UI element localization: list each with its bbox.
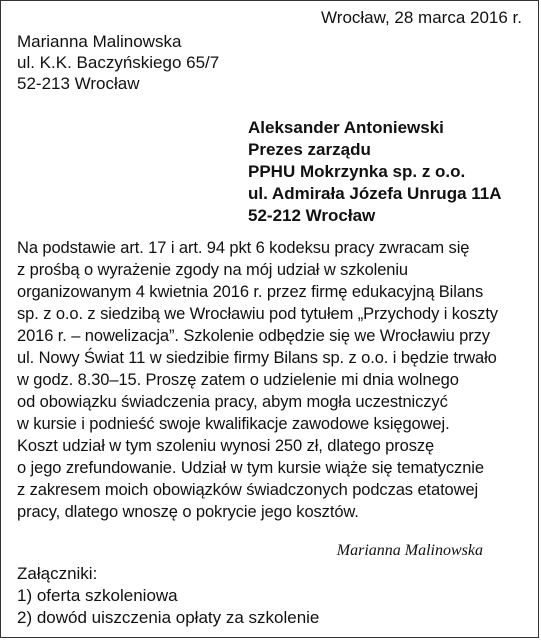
sender-street: ul. K.K. Baczyńskiego 65/7 [17,53,220,72]
body-line: Na podstawie art. 17 i art. 94 pkt 6 kodeksu pracy zwracam się [17,239,470,257]
letter-body [17,237,498,523]
recipient-company: PPHU Mokrzynka sp. z o.o. [248,162,466,181]
sender-name: Marianna Malinowska [17,32,182,51]
recipient-street: ul. Admirała Józefa Unruga 11A [248,184,502,203]
body-line: pracy, dlatego wnoszę o pokrycie jego kosztów. [17,503,359,521]
recipient-position: Prezes zarządu [248,140,371,159]
sender-city: 52-213 Wrocław [17,74,140,93]
body-line: z prośbą o wyrażenie zgody na mój udział w szkoleniu [17,261,409,279]
body-line: z zakresem moich obowiązków świadczonych podczas etatowej [17,481,479,499]
body-line: Koszt udział w tym szoleniu wynosi 250 zł, dlatego proszę [17,437,435,455]
recipient-city: 52-212 Wrocław [248,206,376,225]
body-line: w kursie i podnieść swoje kwalifikacje zawodowe księgowej. [17,415,450,433]
attachments-heading: Załączniki: [17,564,98,583]
recipient-address [248,117,502,227]
body-line: o jego zrefundowanie. Udział w tym kursie wiąże się tematycznie [17,459,484,477]
attachments-section [17,563,319,629]
signature: Marianna Malinowska [336,542,483,559]
body-line: od obowiązku świadczenia pracy, abym mogła uczestniczyć [17,393,448,411]
body-line: organizowanym 4 kwietnia 2016 r. przez firmę edukacyjną Bilans [17,283,484,301]
attachment-item: 2) dowód uiszczenia opłaty za szkolenie [17,608,320,627]
recipient-name: Aleksander Antoniewski [248,118,444,137]
body-line: 2016 r. – nowelizacja”. Szkolenie odbędzie się we Wrocławiu przy [17,327,490,345]
body-line: w godz. 8.30–15. Proszę zatem o udzielenie mi dnia wolnego [17,371,459,389]
sender-address [17,31,219,94]
body-line: sp. z o.o. z siedzibą we Wrocławiu pod tytułem „Przychody i koszty [17,305,498,323]
body-line: ul. Nowy Świat 11 w siedzibie firmy Bilans sp. z o.o. i będzie trwało [17,349,497,367]
letter-date: Wrocław, 28 marca 2016 r. [321,8,522,27]
attachment-item: 1) oferta szkoleniowa [17,586,178,605]
